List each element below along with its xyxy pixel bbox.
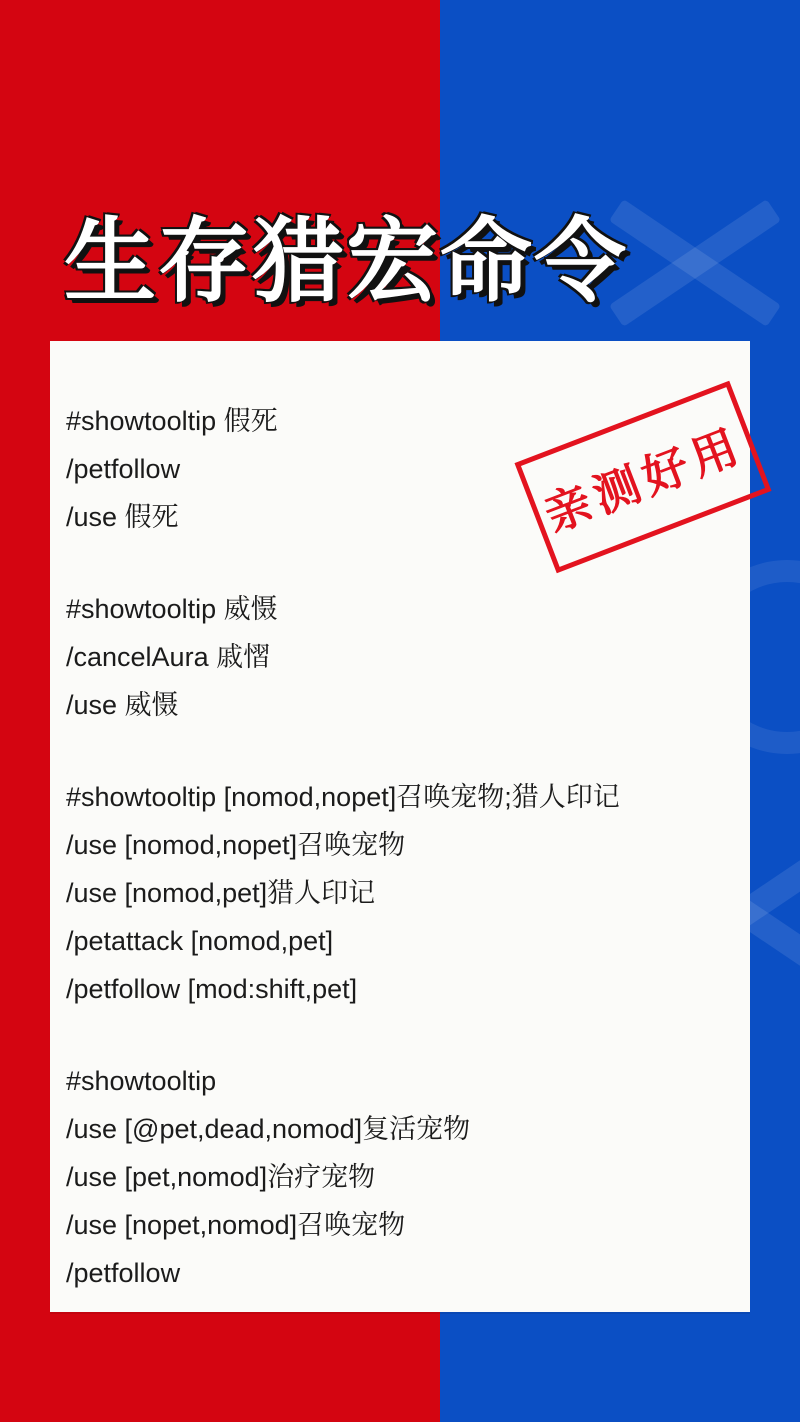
macro-line: /use 假死 [66, 502, 179, 532]
macro-line: /petfollow [66, 454, 181, 484]
macro-line: #showtooltip 假死 [66, 406, 278, 436]
page-title: 生存猎宏命令 [64, 211, 629, 313]
macro-line: #showtooltip 威慑 [66, 594, 278, 624]
macro-line: /use [nomod,pet]猎人印记 [66, 878, 376, 908]
macro-line: /use [nopet,nomod]召唤宠物 [66, 1210, 406, 1240]
macro-line: #showtooltip [nomod,nopet]召唤宠物;猎人印记 [66, 782, 620, 812]
macro-line: /use 威慑 [66, 690, 179, 720]
macro-block [66, 1057, 750, 1297]
macro-line: /petattack [nomod,pet] [66, 926, 334, 956]
macro-block [66, 773, 750, 1013]
macro-line: /cancelAura 戚慴 [66, 642, 271, 672]
macro-line: /petfollow [mod:shift,pet] [66, 974, 358, 1004]
macro-line: /use [nomod,nopet]召唤宠物 [66, 830, 406, 860]
macro-line: /use [@pet,dead,nomod]复活宠物 [66, 1114, 471, 1144]
macro-line: /use [pet,nomod]治疗宠物 [66, 1162, 376, 1192]
status-badge: 亲测好用 [514, 381, 771, 574]
macro-line: /petfollow [66, 1258, 181, 1288]
macro-line: #showtooltip [66, 1066, 217, 1096]
macro-block [66, 585, 750, 729]
